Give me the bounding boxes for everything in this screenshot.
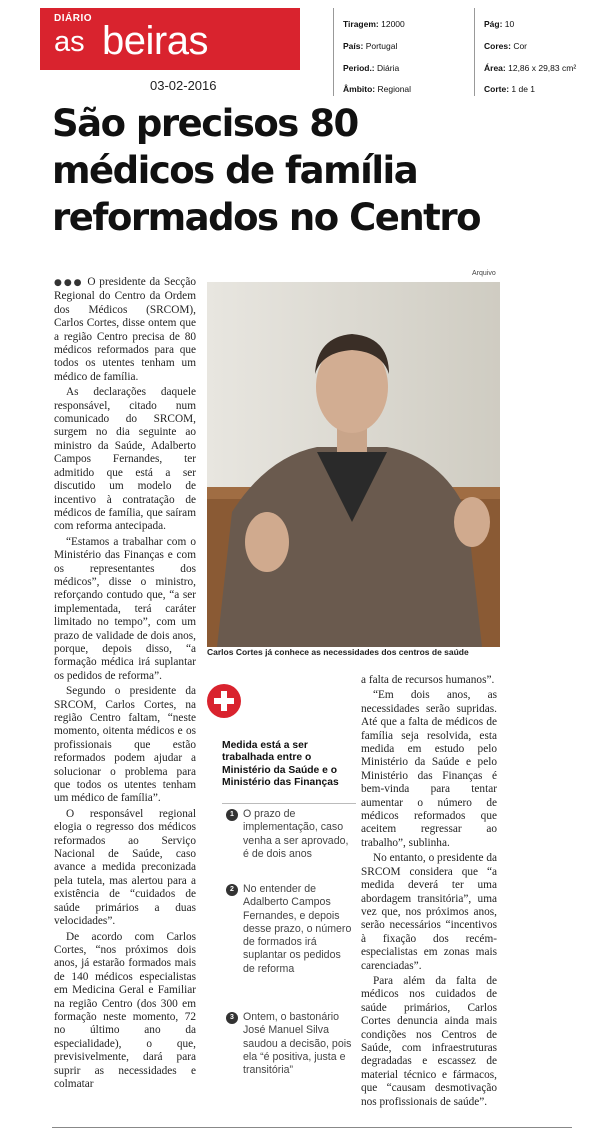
paragraph-text: O presidente da Secção Regional do Centro da Ordem dos Médicos (SRCOM), Carlos Cortes, disse ontem que a região Centro precisa de 80 médicos reformados para que todos os utentes tenham um médico de família. — [54, 276, 196, 383]
sidebar-item: No entender de Adalberto Campos Fernandes, e depois desse prazo, o número de formados irá suplantar os pedidos de reforma — [243, 883, 352, 975]
meta-value: Diária — [377, 63, 400, 73]
headline-line: médicos de família — [52, 149, 418, 192]
meta-value: 12,86 x 29,83 cm² — [508, 63, 577, 73]
meta-label: Period.: — [343, 63, 375, 73]
logo-beiras-text: beiras — [102, 19, 208, 63]
plus-icon — [207, 684, 241, 718]
article-headline — [52, 100, 572, 241]
meta-value: Cor — [513, 41, 528, 51]
meta-value: 1 de 1 — [511, 84, 536, 94]
meta-label: Âmbito: — [343, 84, 376, 94]
photo-credit: Arquivo — [472, 270, 496, 277]
header-divider-2 — [474, 8, 475, 96]
meta-value: Regional — [377, 84, 412, 94]
article-paragraph: Para além da falta de médicos nos cuidados de saúde primários, Carlos Cortes denuncia ainda mais condições nos Centros de Saúde, com infraestruturas degradadas e escassez de material técnico e fármacos, que “causam desmotivação nos profissionais de saúde”. — [361, 974, 497, 1108]
article-paragraph — [54, 276, 196, 384]
number-badge: 3 — [226, 1012, 238, 1024]
article-paragraph: No entanto, o presidente da SRCOM considera que “a medida deverá ter uma abordagem transitória”, uma vez que, nos próximos anos, serão necessários “incentivos à fixação dos recém-especialistas em zonas mais carenciadas”. — [361, 852, 497, 972]
logo-as-text: as — [54, 26, 85, 58]
article-paragraph: De acordo com Carlos Cortes, “nos próximos dois anos, já estarão formados mais de 140 médicos especialistas em Medicina Geral e Familiar na região Centro (dos 300 em formação neste momento, 72 no último ano da especialidade), o que, previsivelmente, dará para suprir as necessidades e colmatar — [54, 930, 196, 1090]
number-badge: 1 — [226, 809, 238, 821]
sidebar-item: O prazo de implementação, caso venha a ser aprovado, é de dois anos — [243, 808, 349, 860]
headline-line: São precisos 80 — [52, 102, 358, 145]
meta-value: 10 — [504, 19, 515, 29]
header-divider — [333, 8, 334, 96]
sidebar-divider — [222, 803, 356, 804]
number-badge: 2 — [226, 884, 238, 896]
meta-value: Portugal — [365, 41, 398, 51]
article-paragraph: “Estamos a trabalhar com o Ministério das Finanças e com os representantes dos médicos”, disse o ministro, reforçando contudo que, “a ser implementada, terá caráter limitado no tempo”, com um prazo de validade de dois anos, porque, depois disso, “a formação médica irá suplantar os pedidos de reforma”. — [54, 535, 196, 682]
meta-label: Pág: — [484, 19, 503, 29]
logo-small-text: DIÁRIO — [54, 13, 92, 24]
article-paragraph: O responsável regional elogia o regresso dos médicos reformados ao Serviço Nacional de Saúde, caso avance a medida preconizada pela tutela, mas alertou para a existência de “cuidados de saúde primários a duas velocidades”. — [54, 807, 196, 928]
plus-icon-glyph — [207, 684, 241, 718]
meta-block-left — [343, 19, 471, 99]
meta-value: 12000 — [381, 19, 405, 29]
sidebar-title: Medida está a ser trabalhada entre o Ministério da Saúde e o Ministério das Finanças — [222, 740, 339, 788]
article-paragraph: Segundo o presidente da SRCOM, Carlos Cortes, na região Centro faltam, “neste momento, oitenta médicos e os profissionais que estão reformados podem ajudar a solucionar o problema para que todos os utentes tenham um médico de família”. — [54, 685, 196, 805]
meta-block-right — [484, 19, 589, 99]
article-paragraph: As declarações daquele responsável, citado num comunicado do SRCOM, surgem no dia seguinte ao ministro da Saúde, Adalberto Campos Fernandes, ter admitido que está a ser discutido um modelo de incentivo à contratação de médicos de família, que saíram com reforma antecipada. — [54, 386, 196, 533]
bottom-rule — [52, 1127, 572, 1128]
bullets-icon: ●●● — [54, 278, 84, 288]
headline-line: reformados no Centro — [52, 196, 481, 239]
newspaper-logo — [40, 8, 300, 70]
sidebar-item: Ontem, o bastonário José Manuel Silva saudou a decisão, pois ela “é positiva, justa e transitória” — [243, 1011, 352, 1077]
meta-label: Tiragem: — [343, 19, 379, 29]
article-left-column — [54, 276, 196, 1093]
meta-label: Cores: — [484, 41, 511, 51]
photo-caption: Carlos Cortes já conhece as necessidades dos centros de saúde — [207, 647, 469, 657]
photo-illustration — [207, 282, 500, 647]
meta-label: País: — [343, 41, 364, 51]
article-right-column — [361, 674, 497, 1111]
article-photo — [207, 282, 500, 647]
article-paragraph: “Em dois anos, as necessidades serão supridas. Até que a falta de médicos de família seja resolvida, esta medida em estudo pelo Ministério da Saúde e pelo Ministério das Finanças é bem-vinda para tentar aumentar o número de médicos reformados que aceitem regressar ao trabalho”, sublinha. — [361, 689, 497, 849]
publication-date: 03-02-2016 — [150, 78, 217, 93]
article-paragraph: a falta de recursos humanos”. — [361, 674, 495, 686]
meta-label: Área: — [484, 63, 506, 73]
meta-label: Corte: — [484, 84, 510, 94]
